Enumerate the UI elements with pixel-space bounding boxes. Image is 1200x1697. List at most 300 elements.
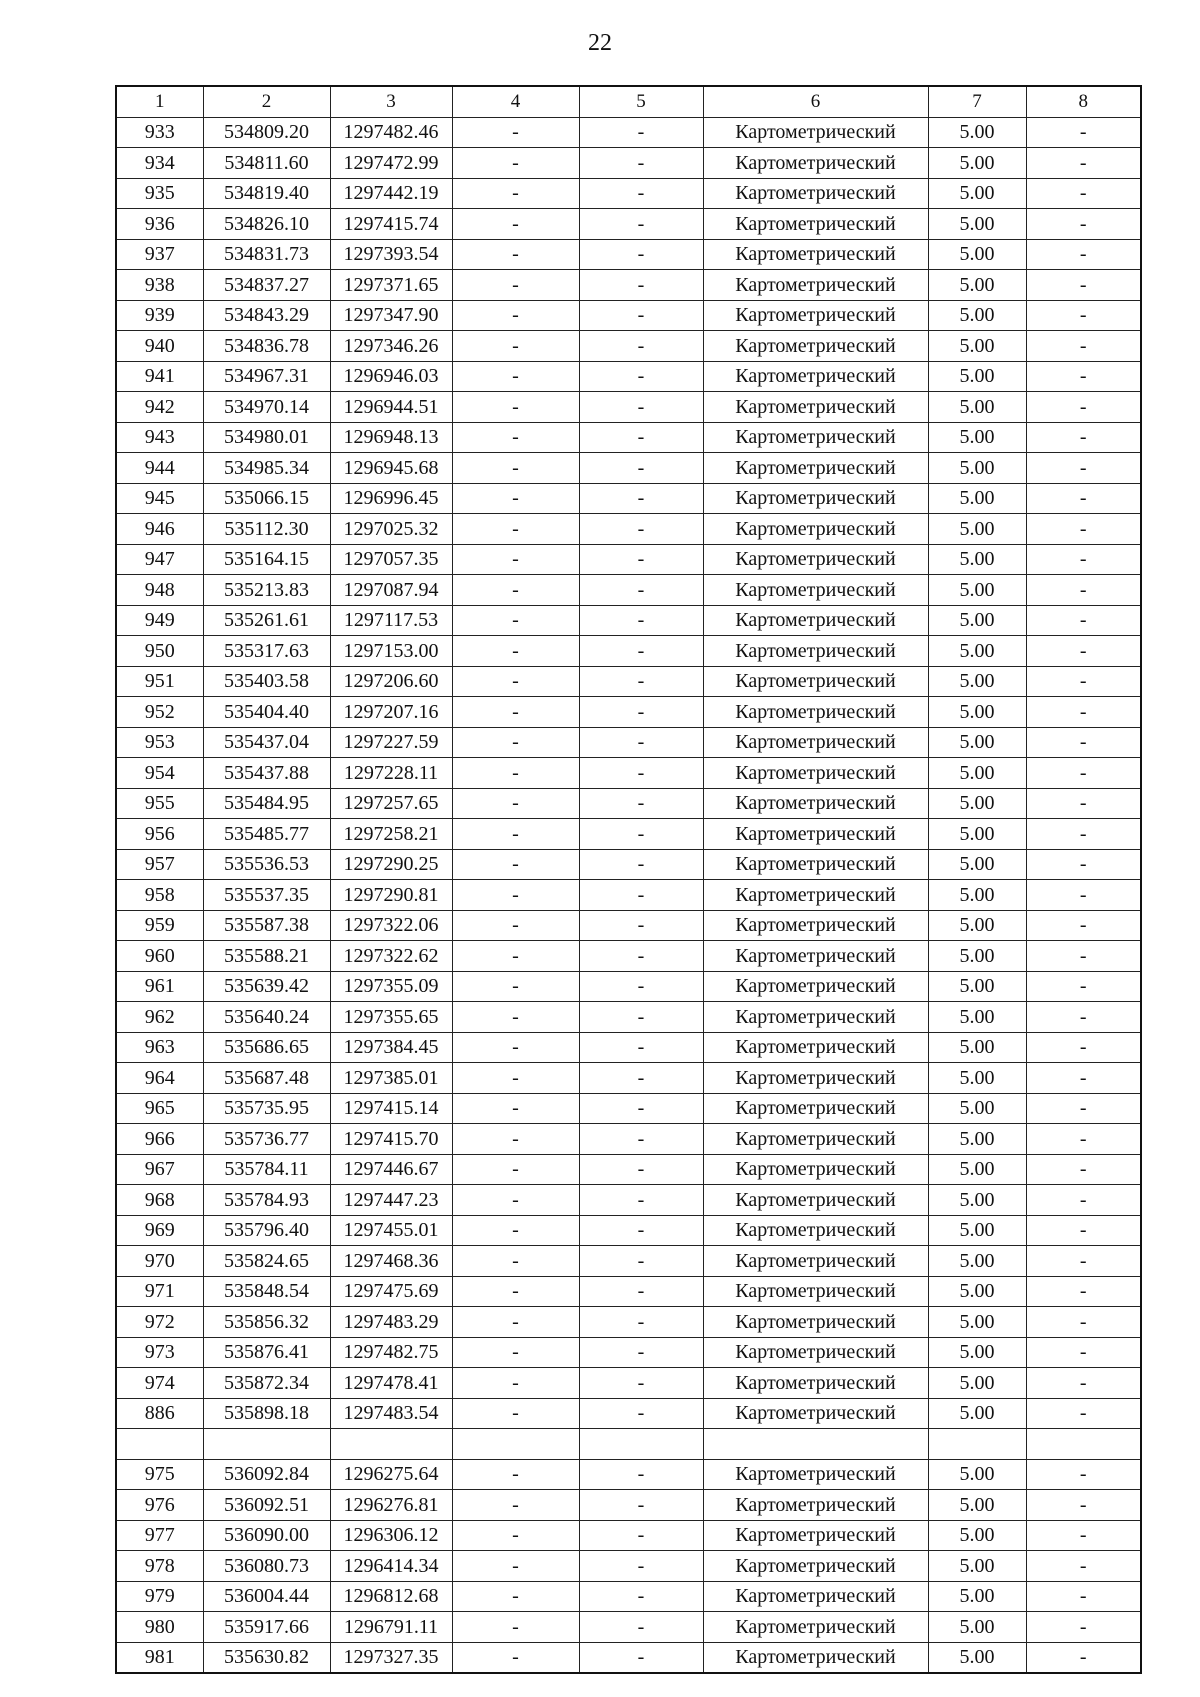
method-cell: Картометрический bbox=[703, 361, 928, 392]
point-number-cell: 976 bbox=[116, 1490, 203, 1521]
table-row bbox=[116, 727, 1141, 758]
point-number-cell: 947 bbox=[116, 544, 203, 575]
point-number-cell: 966 bbox=[116, 1124, 203, 1155]
table-row bbox=[116, 1032, 1141, 1063]
y-coordinate-cell: 1296945.68 bbox=[330, 453, 452, 484]
x-coordinate-cell: 535735.95 bbox=[203, 1093, 330, 1124]
col8-value-cell: - bbox=[1026, 1215, 1141, 1246]
x-coordinate-cell: 534819.40 bbox=[203, 178, 330, 209]
point-number-cell: 946 bbox=[116, 514, 203, 545]
col8-value-cell: - bbox=[1026, 1154, 1141, 1185]
accuracy-cell: 5.00 bbox=[928, 575, 1026, 606]
col5-value-cell: - bbox=[579, 605, 703, 636]
point-number-cell: 953 bbox=[116, 727, 203, 758]
y-coordinate-cell: 1296948.13 bbox=[330, 422, 452, 453]
col4-value-cell: - bbox=[452, 453, 579, 484]
method-cell: Картометрический bbox=[703, 1581, 928, 1612]
col8-value-cell: - bbox=[1026, 331, 1141, 362]
col4-value-cell: - bbox=[452, 575, 579, 606]
col5-value-cell: - bbox=[579, 300, 703, 331]
point-number-cell: 886 bbox=[116, 1398, 203, 1429]
point-number-cell: 963 bbox=[116, 1032, 203, 1063]
method-cell: Картометрический bbox=[703, 544, 928, 575]
accuracy-cell: 5.00 bbox=[928, 1032, 1026, 1063]
method-cell: Картометрический bbox=[703, 941, 928, 972]
x-coordinate-cell: 535485.77 bbox=[203, 819, 330, 850]
x-coordinate-cell: 535686.65 bbox=[203, 1032, 330, 1063]
y-coordinate-cell: 1297057.35 bbox=[330, 544, 452, 575]
method-cell: Картометрический bbox=[703, 666, 928, 697]
col5-value-cell: - bbox=[579, 1093, 703, 1124]
col4-value-cell: - bbox=[452, 1612, 579, 1643]
x-coordinate-cell: 535261.61 bbox=[203, 605, 330, 636]
table-row bbox=[116, 788, 1141, 819]
method-cell: Картометрический bbox=[703, 1002, 928, 1033]
col4-value-cell: - bbox=[452, 1368, 579, 1399]
x-coordinate-cell bbox=[203, 1429, 330, 1460]
col5-value-cell: - bbox=[579, 1581, 703, 1612]
col8-value-cell: - bbox=[1026, 1490, 1141, 1521]
y-coordinate-cell: 1296944.51 bbox=[330, 392, 452, 423]
col5-value-cell: - bbox=[579, 270, 703, 301]
point-number-cell: 948 bbox=[116, 575, 203, 606]
method-cell: Картометрический bbox=[703, 514, 928, 545]
col4-value-cell: - bbox=[452, 300, 579, 331]
accuracy-cell: 5.00 bbox=[928, 361, 1026, 392]
table-row bbox=[116, 239, 1141, 270]
accuracy-cell: 5.00 bbox=[928, 117, 1026, 148]
col5-value-cell: - bbox=[579, 514, 703, 545]
accuracy-cell: 5.00 bbox=[928, 1612, 1026, 1643]
col8-value-cell: - bbox=[1026, 453, 1141, 484]
col5-value-cell: - bbox=[579, 453, 703, 484]
col5-value-cell: - bbox=[579, 178, 703, 209]
table-row bbox=[116, 148, 1141, 179]
table-row bbox=[116, 575, 1141, 606]
point-number-cell: 950 bbox=[116, 636, 203, 667]
x-coordinate-cell: 535213.83 bbox=[203, 575, 330, 606]
method-cell bbox=[703, 1429, 928, 1460]
x-coordinate-cell: 535639.42 bbox=[203, 971, 330, 1002]
table-row bbox=[116, 392, 1141, 423]
method-cell: Картометрический bbox=[703, 1459, 928, 1490]
col4-value-cell: - bbox=[452, 819, 579, 850]
col8-value-cell: - bbox=[1026, 1063, 1141, 1094]
point-number-cell: 954 bbox=[116, 758, 203, 789]
col5-value-cell: - bbox=[579, 1612, 703, 1643]
x-coordinate-cell: 534967.31 bbox=[203, 361, 330, 392]
method-cell: Картометрический bbox=[703, 636, 928, 667]
accuracy-cell: 5.00 bbox=[928, 1276, 1026, 1307]
point-number-cell: 941 bbox=[116, 361, 203, 392]
x-coordinate-cell: 535872.34 bbox=[203, 1368, 330, 1399]
method-cell: Картометрический bbox=[703, 1124, 928, 1155]
x-coordinate-cell: 535848.54 bbox=[203, 1276, 330, 1307]
accuracy-cell: 5.00 bbox=[928, 1368, 1026, 1399]
accuracy-cell: 5.00 bbox=[928, 1246, 1026, 1277]
x-coordinate-cell: 534837.27 bbox=[203, 270, 330, 301]
method-cell: Картометрический bbox=[703, 1612, 928, 1643]
point-number-cell: 975 bbox=[116, 1459, 203, 1490]
x-coordinate-cell: 534811.60 bbox=[203, 148, 330, 179]
y-coordinate-cell: 1296996.45 bbox=[330, 483, 452, 514]
y-coordinate-cell: 1297346.26 bbox=[330, 331, 452, 362]
coordinates-table bbox=[115, 85, 1142, 1674]
col5-value-cell: - bbox=[579, 788, 703, 819]
col4-value-cell: - bbox=[452, 178, 579, 209]
y-coordinate-cell: 1297322.62 bbox=[330, 941, 452, 972]
col8-value-cell: - bbox=[1026, 422, 1141, 453]
col5-value-cell: - bbox=[579, 880, 703, 911]
col4-value-cell: - bbox=[452, 1551, 579, 1582]
point-number-cell: 957 bbox=[116, 849, 203, 880]
table-row bbox=[116, 178, 1141, 209]
y-coordinate-cell: 1297393.54 bbox=[330, 239, 452, 270]
method-cell: Картометрический bbox=[703, 1154, 928, 1185]
col8-value-cell: - bbox=[1026, 270, 1141, 301]
table-row bbox=[116, 1002, 1141, 1033]
x-coordinate-cell: 535437.88 bbox=[203, 758, 330, 789]
y-coordinate-cell: 1297257.65 bbox=[330, 788, 452, 819]
col5-value-cell: - bbox=[579, 1246, 703, 1277]
x-coordinate-cell: 535640.24 bbox=[203, 1002, 330, 1033]
table-row bbox=[116, 1520, 1141, 1551]
col8-value-cell: - bbox=[1026, 1642, 1141, 1673]
method-cell: Картометрический bbox=[703, 727, 928, 758]
col5-value-cell: - bbox=[579, 666, 703, 697]
col8-value-cell: - bbox=[1026, 117, 1141, 148]
y-coordinate-cell: 1296946.03 bbox=[330, 361, 452, 392]
x-coordinate-cell: 535404.40 bbox=[203, 697, 330, 728]
col5-value-cell: - bbox=[579, 361, 703, 392]
table-row bbox=[116, 209, 1141, 240]
accuracy-cell: 5.00 bbox=[928, 605, 1026, 636]
col5-value-cell: - bbox=[579, 636, 703, 667]
accuracy-cell: 5.00 bbox=[928, 1093, 1026, 1124]
accuracy-cell bbox=[928, 1429, 1026, 1460]
method-cell: Картометрический bbox=[703, 971, 928, 1002]
method-cell: Картометрический bbox=[703, 1063, 928, 1094]
point-number-cell bbox=[116, 1429, 203, 1460]
col5-value-cell: - bbox=[579, 1520, 703, 1551]
column-header-7: 7 bbox=[928, 86, 1026, 117]
point-number-cell: 952 bbox=[116, 697, 203, 728]
accuracy-cell: 5.00 bbox=[928, 727, 1026, 758]
col4-value-cell: - bbox=[452, 1307, 579, 1338]
col5-value-cell: - bbox=[579, 727, 703, 758]
method-cell: Картометрический bbox=[703, 148, 928, 179]
accuracy-cell: 5.00 bbox=[928, 148, 1026, 179]
col8-value-cell: - bbox=[1026, 1337, 1141, 1368]
x-coordinate-cell: 535630.82 bbox=[203, 1642, 330, 1673]
x-coordinate-cell: 535784.93 bbox=[203, 1185, 330, 1216]
col8-value-cell: - bbox=[1026, 971, 1141, 1002]
accuracy-cell: 5.00 bbox=[928, 331, 1026, 362]
table-row bbox=[116, 605, 1141, 636]
point-number-cell: 970 bbox=[116, 1246, 203, 1277]
table-row bbox=[116, 1276, 1141, 1307]
y-coordinate-cell bbox=[330, 1429, 452, 1460]
col8-value-cell: - bbox=[1026, 1307, 1141, 1338]
x-coordinate-cell: 534809.20 bbox=[203, 117, 330, 148]
col8-value-cell: - bbox=[1026, 544, 1141, 575]
y-coordinate-cell: 1297483.29 bbox=[330, 1307, 452, 1338]
col8-value-cell: - bbox=[1026, 1612, 1141, 1643]
col8-value-cell: - bbox=[1026, 1368, 1141, 1399]
table-row bbox=[116, 361, 1141, 392]
col8-value-cell: - bbox=[1026, 849, 1141, 880]
col4-value-cell bbox=[452, 1429, 579, 1460]
table-row bbox=[116, 1246, 1141, 1277]
x-coordinate-cell: 535736.77 bbox=[203, 1124, 330, 1155]
col8-value-cell: - bbox=[1026, 392, 1141, 423]
table-header-row bbox=[116, 86, 1141, 117]
y-coordinate-cell: 1297483.54 bbox=[330, 1398, 452, 1429]
accuracy-cell: 5.00 bbox=[928, 788, 1026, 819]
x-coordinate-cell: 534831.73 bbox=[203, 239, 330, 270]
table-row bbox=[116, 1642, 1141, 1673]
method-cell: Картометрический bbox=[703, 1490, 928, 1521]
x-coordinate-cell: 536092.51 bbox=[203, 1490, 330, 1521]
table-row bbox=[116, 971, 1141, 1002]
accuracy-cell: 5.00 bbox=[928, 1520, 1026, 1551]
col8-value-cell: - bbox=[1026, 910, 1141, 941]
accuracy-cell: 5.00 bbox=[928, 849, 1026, 880]
y-coordinate-cell: 1296812.68 bbox=[330, 1581, 452, 1612]
col4-value-cell: - bbox=[452, 1459, 579, 1490]
col4-value-cell: - bbox=[452, 209, 579, 240]
point-number-cell: 971 bbox=[116, 1276, 203, 1307]
page-number: 22 bbox=[588, 30, 612, 56]
y-coordinate-cell: 1297327.35 bbox=[330, 1642, 452, 1673]
column-header-1: 1 bbox=[116, 86, 203, 117]
table-row bbox=[116, 1124, 1141, 1155]
accuracy-cell: 5.00 bbox=[928, 1002, 1026, 1033]
y-coordinate-cell: 1297415.14 bbox=[330, 1093, 452, 1124]
col4-value-cell: - bbox=[452, 1337, 579, 1368]
y-coordinate-cell: 1297472.99 bbox=[330, 148, 452, 179]
col4-value-cell: - bbox=[452, 422, 579, 453]
accuracy-cell: 5.00 bbox=[928, 636, 1026, 667]
point-number-cell: 951 bbox=[116, 666, 203, 697]
x-coordinate-cell: 535437.04 bbox=[203, 727, 330, 758]
accuracy-cell: 5.00 bbox=[928, 1398, 1026, 1429]
method-cell: Картометрический bbox=[703, 239, 928, 270]
table-row bbox=[116, 117, 1141, 148]
point-number-cell: 980 bbox=[116, 1612, 203, 1643]
col5-value-cell: - bbox=[579, 1642, 703, 1673]
y-coordinate-cell: 1297482.75 bbox=[330, 1337, 452, 1368]
col4-value-cell: - bbox=[452, 1124, 579, 1155]
table-row bbox=[116, 697, 1141, 728]
point-number-cell: 934 bbox=[116, 148, 203, 179]
col4-value-cell: - bbox=[452, 758, 579, 789]
y-coordinate-cell: 1297290.25 bbox=[330, 849, 452, 880]
accuracy-cell: 5.00 bbox=[928, 1154, 1026, 1185]
table-row bbox=[116, 819, 1141, 850]
col4-value-cell: - bbox=[452, 148, 579, 179]
point-number-cell: 965 bbox=[116, 1093, 203, 1124]
col8-value-cell: - bbox=[1026, 209, 1141, 240]
point-number-cell: 964 bbox=[116, 1063, 203, 1094]
col8-value-cell: - bbox=[1026, 788, 1141, 819]
x-coordinate-cell: 535112.30 bbox=[203, 514, 330, 545]
accuracy-cell: 5.00 bbox=[928, 1337, 1026, 1368]
x-coordinate-cell: 536004.44 bbox=[203, 1581, 330, 1612]
col4-value-cell: - bbox=[452, 117, 579, 148]
accuracy-cell: 5.00 bbox=[928, 758, 1026, 789]
method-cell: Картометрический bbox=[703, 849, 928, 880]
point-number-cell: 960 bbox=[116, 941, 203, 972]
col5-value-cell: - bbox=[579, 1551, 703, 1582]
col8-value-cell: - bbox=[1026, 1002, 1141, 1033]
y-coordinate-cell: 1297455.01 bbox=[330, 1215, 452, 1246]
method-cell: Картометрический bbox=[703, 178, 928, 209]
col5-value-cell: - bbox=[579, 239, 703, 270]
column-header-8: 8 bbox=[1026, 86, 1141, 117]
table-row bbox=[116, 1368, 1141, 1399]
x-coordinate-cell: 535588.21 bbox=[203, 941, 330, 972]
method-cell: Картометрический bbox=[703, 1185, 928, 1216]
method-cell: Картометрический bbox=[703, 880, 928, 911]
col8-value-cell: - bbox=[1026, 1124, 1141, 1155]
col8-value-cell: - bbox=[1026, 819, 1141, 850]
point-number-cell: 936 bbox=[116, 209, 203, 240]
table-row bbox=[116, 514, 1141, 545]
point-number-cell: 962 bbox=[116, 1002, 203, 1033]
y-coordinate-cell: 1297322.06 bbox=[330, 910, 452, 941]
table-row bbox=[116, 1551, 1141, 1582]
accuracy-cell: 5.00 bbox=[928, 819, 1026, 850]
x-coordinate-cell: 534980.01 bbox=[203, 422, 330, 453]
method-cell: Картометрический bbox=[703, 422, 928, 453]
accuracy-cell: 5.00 bbox=[928, 910, 1026, 941]
x-coordinate-cell: 536080.73 bbox=[203, 1551, 330, 1582]
point-number-cell: 977 bbox=[116, 1520, 203, 1551]
accuracy-cell: 5.00 bbox=[928, 209, 1026, 240]
point-number-cell: 944 bbox=[116, 453, 203, 484]
point-number-cell: 969 bbox=[116, 1215, 203, 1246]
x-coordinate-cell: 535687.48 bbox=[203, 1063, 330, 1094]
accuracy-cell: 5.00 bbox=[928, 971, 1026, 1002]
col4-value-cell: - bbox=[452, 849, 579, 880]
x-coordinate-cell: 534970.14 bbox=[203, 392, 330, 423]
col4-value-cell: - bbox=[452, 1215, 579, 1246]
x-coordinate-cell: 535484.95 bbox=[203, 788, 330, 819]
method-cell: Картометрический bbox=[703, 1246, 928, 1277]
y-coordinate-cell: 1297087.94 bbox=[330, 575, 452, 606]
table-row bbox=[116, 758, 1141, 789]
x-coordinate-cell: 535796.40 bbox=[203, 1215, 330, 1246]
col8-value-cell: - bbox=[1026, 361, 1141, 392]
col8-value-cell: - bbox=[1026, 483, 1141, 514]
col5-value-cell: - bbox=[579, 209, 703, 240]
y-coordinate-cell: 1297025.32 bbox=[330, 514, 452, 545]
col4-value-cell: - bbox=[452, 727, 579, 758]
point-number-cell: 961 bbox=[116, 971, 203, 1002]
x-coordinate-cell: 536092.84 bbox=[203, 1459, 330, 1490]
method-cell: Картометрический bbox=[703, 1398, 928, 1429]
col5-value-cell: - bbox=[579, 1337, 703, 1368]
table-row bbox=[116, 1154, 1141, 1185]
x-coordinate-cell: 535876.41 bbox=[203, 1337, 330, 1368]
col8-value-cell: - bbox=[1026, 880, 1141, 911]
y-coordinate-cell: 1297355.09 bbox=[330, 971, 452, 1002]
col4-value-cell: - bbox=[452, 666, 579, 697]
col4-value-cell: - bbox=[452, 1002, 579, 1033]
y-coordinate-cell: 1297384.45 bbox=[330, 1032, 452, 1063]
col5-value-cell: - bbox=[579, 544, 703, 575]
col4-value-cell: - bbox=[452, 331, 579, 362]
accuracy-cell: 5.00 bbox=[928, 453, 1026, 484]
col4-value-cell: - bbox=[452, 910, 579, 941]
col8-value-cell: - bbox=[1026, 178, 1141, 209]
col8-value-cell: - bbox=[1026, 239, 1141, 270]
col8-value-cell: - bbox=[1026, 697, 1141, 728]
table-row bbox=[116, 1215, 1141, 1246]
accuracy-cell: 5.00 bbox=[928, 270, 1026, 301]
accuracy-cell: 5.00 bbox=[928, 514, 1026, 545]
y-coordinate-cell: 1297206.60 bbox=[330, 666, 452, 697]
method-cell: Картометрический bbox=[703, 1093, 928, 1124]
col4-value-cell: - bbox=[452, 1490, 579, 1521]
col5-value-cell: - bbox=[579, 1307, 703, 1338]
table-row bbox=[116, 1429, 1141, 1460]
col4-value-cell: - bbox=[452, 1063, 579, 1094]
table-row bbox=[116, 880, 1141, 911]
table-row bbox=[116, 941, 1141, 972]
y-coordinate-cell: 1297355.65 bbox=[330, 1002, 452, 1033]
x-coordinate-cell: 536090.00 bbox=[203, 1520, 330, 1551]
col8-value-cell: - bbox=[1026, 636, 1141, 667]
x-coordinate-cell: 535917.66 bbox=[203, 1612, 330, 1643]
col5-value-cell: - bbox=[579, 1490, 703, 1521]
accuracy-cell: 5.00 bbox=[928, 1124, 1026, 1155]
table-row bbox=[116, 1063, 1141, 1094]
accuracy-cell: 5.00 bbox=[928, 697, 1026, 728]
x-coordinate-cell: 535536.53 bbox=[203, 849, 330, 880]
col4-value-cell: - bbox=[452, 1398, 579, 1429]
table-row bbox=[116, 1581, 1141, 1612]
x-coordinate-cell: 534843.29 bbox=[203, 300, 330, 331]
col4-value-cell: - bbox=[452, 941, 579, 972]
col5-value-cell: - bbox=[579, 1368, 703, 1399]
accuracy-cell: 5.00 bbox=[928, 178, 1026, 209]
y-coordinate-cell: 1297258.21 bbox=[330, 819, 452, 850]
col4-value-cell: - bbox=[452, 544, 579, 575]
col4-value-cell: - bbox=[452, 361, 579, 392]
accuracy-cell: 5.00 bbox=[928, 1459, 1026, 1490]
y-coordinate-cell: 1297117.53 bbox=[330, 605, 452, 636]
col8-value-cell: - bbox=[1026, 727, 1141, 758]
col5-value-cell: - bbox=[579, 1276, 703, 1307]
col5-value-cell: - bbox=[579, 697, 703, 728]
accuracy-cell: 5.00 bbox=[928, 1581, 1026, 1612]
col8-value-cell: - bbox=[1026, 1276, 1141, 1307]
col5-value-cell bbox=[579, 1429, 703, 1460]
col5-value-cell: - bbox=[579, 1215, 703, 1246]
accuracy-cell: 5.00 bbox=[928, 1490, 1026, 1521]
col5-value-cell: - bbox=[579, 1032, 703, 1063]
table-row bbox=[116, 1459, 1141, 1490]
point-number-cell: 974 bbox=[116, 1368, 203, 1399]
col4-value-cell: - bbox=[452, 636, 579, 667]
col5-value-cell: - bbox=[579, 941, 703, 972]
table-row bbox=[116, 910, 1141, 941]
y-coordinate-cell: 1297227.59 bbox=[330, 727, 452, 758]
col8-value-cell: - bbox=[1026, 1185, 1141, 1216]
col5-value-cell: - bbox=[579, 1002, 703, 1033]
